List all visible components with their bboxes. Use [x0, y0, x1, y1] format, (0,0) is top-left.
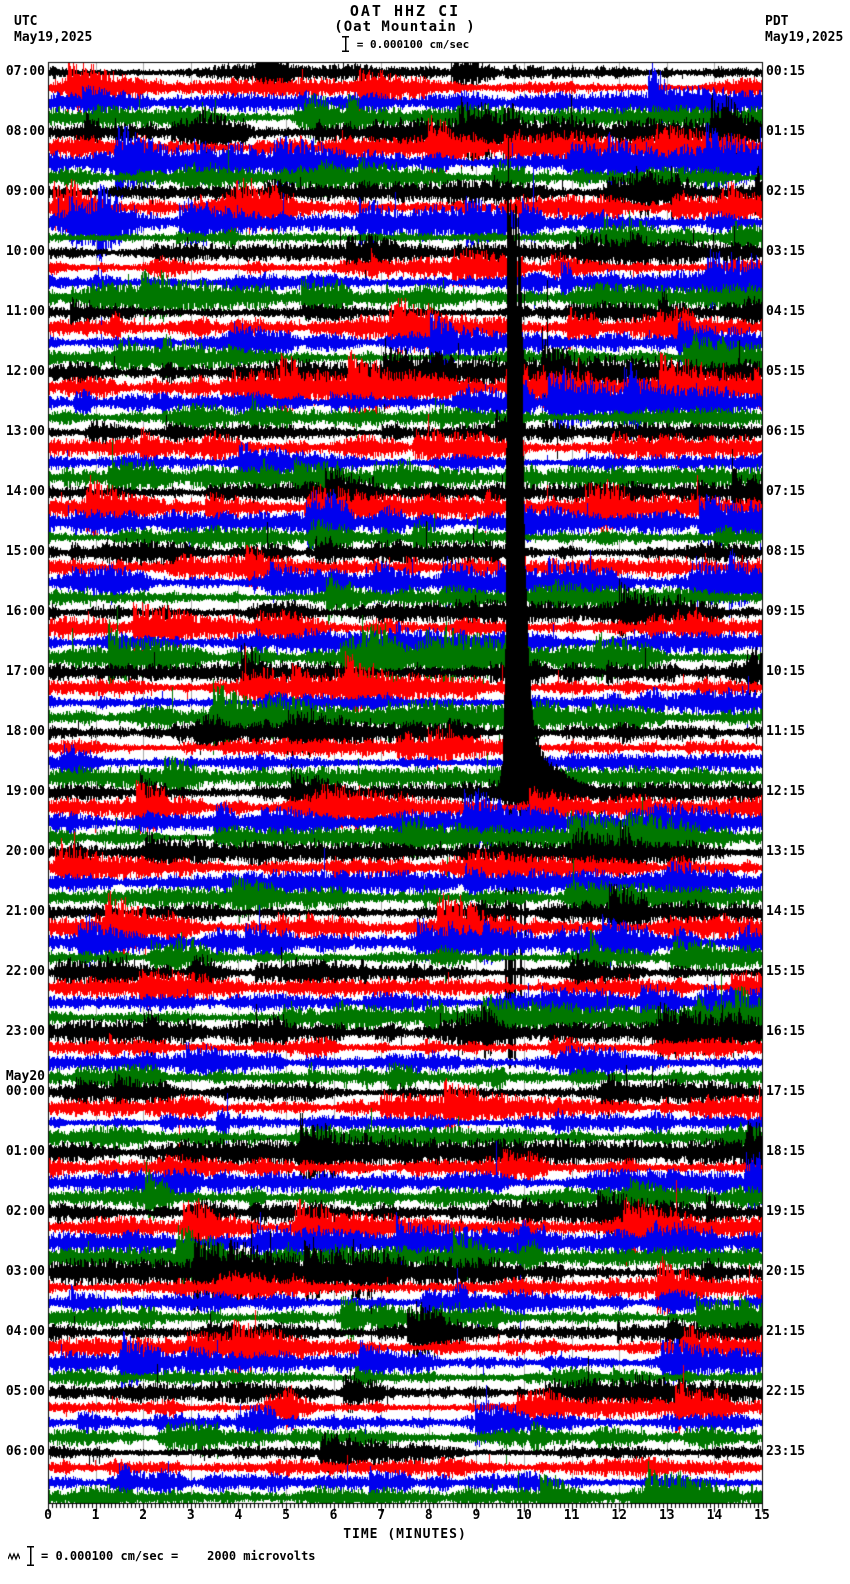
pdt-hour-label: 23:15	[766, 1444, 806, 1459]
page-subtitle: (Oat Mountain )	[334, 19, 476, 35]
x-tick-label: 12	[611, 1508, 628, 1523]
pdt-hour-label: 07:15	[766, 484, 806, 499]
pdt-hour-label: 16:15	[766, 1024, 806, 1039]
date-rollover-label: May20	[5, 1069, 45, 1084]
utc-hour-label: 16:00	[5, 604, 45, 619]
pdt-hour-label: 14:15	[766, 904, 806, 919]
pdt-hour-label: 15:15	[766, 964, 806, 979]
right-timezone-block	[765, 14, 843, 46]
x-tick-label: 6	[329, 1508, 338, 1523]
pdt-hour-label: 11:15	[766, 724, 806, 739]
utc-hour-label: 15:00	[5, 544, 45, 559]
utc-hour-label: 14:00	[5, 484, 45, 499]
x-tick-label: 13	[658, 1508, 675, 1523]
utc-hour-label: 05:00	[5, 1384, 45, 1399]
utc-hour-label: 04:00	[5, 1324, 45, 1339]
x-tick-label: 1	[91, 1508, 100, 1523]
utc-hour-label: 03:00	[5, 1264, 45, 1279]
pdt-hour-label: 18:15	[766, 1144, 806, 1159]
utc-hour-label: 08:00	[5, 124, 45, 139]
scale-bar-icon	[26, 1546, 35, 1566]
utc-hour-label: 02:00	[5, 1204, 45, 1219]
x-tick-label: 11	[563, 1508, 580, 1523]
utc-hour-label: 01:00	[5, 1144, 45, 1159]
utc-hour-label: 07:00	[5, 64, 45, 79]
x-tick-label: 15	[754, 1508, 770, 1523]
pdt-hour-label: 21:15	[766, 1324, 806, 1339]
scale-legend	[0, 36, 810, 52]
x-tick-label: 2	[139, 1508, 148, 1523]
pdt-hour-label: 03:15	[766, 244, 806, 259]
pdt-hour-label: 02:15	[766, 184, 806, 199]
utc-hour-label: 20:00	[5, 844, 45, 859]
pdt-hour-label: 08:15	[766, 544, 806, 559]
right-timezone: PDT	[765, 14, 789, 29]
pdt-hour-label: 19:15	[766, 1204, 806, 1219]
pdt-hour-label: 09:15	[766, 604, 806, 619]
x-tick-label: 4	[234, 1508, 243, 1523]
right-date: May19,2025	[765, 30, 844, 45]
x-tick-label: 9	[472, 1508, 481, 1523]
x-tick-label: 3	[186, 1508, 195, 1523]
x-tick-label: 7	[377, 1508, 386, 1523]
utc-hour-label: 22:00	[5, 964, 45, 979]
left-timezone-block	[14, 14, 92, 46]
utc-hour-label: 18:00	[5, 724, 45, 739]
pdt-hour-label: 10:15	[766, 664, 806, 679]
utc-hour-label: 06:00	[5, 1444, 45, 1459]
pdt-hour-label: 06:15	[766, 424, 806, 439]
x-tick-label: 8	[424, 1508, 433, 1523]
pdt-hour-label: 05:15	[766, 364, 806, 379]
pdt-hour-label: 12:15	[766, 784, 806, 799]
utc-hour-label: 12:00	[5, 364, 45, 379]
scale-legend-text: = 0.000100 cm/sec	[356, 37, 470, 51]
utc-hour-label: 19:00	[5, 784, 45, 799]
utc-hour-label: 10:00	[5, 244, 45, 259]
pdt-hour-label: 13:15	[766, 844, 806, 859]
x-tick-label: 0	[44, 1508, 52, 1523]
pdt-hour-label: 01:15	[766, 124, 806, 139]
x-tick-label: 5	[282, 1508, 290, 1523]
left-date: May19,2025	[14, 30, 93, 45]
x-axis-title: TIME (MINUTES)	[343, 1527, 467, 1542]
footer-scale-text: = 0.000100 cm/sec = 2000 microvolts	[41, 1549, 316, 1563]
utc-hour-label: 21:00	[5, 904, 45, 919]
x-tick-label: 10	[516, 1508, 532, 1523]
utc-hour-label: 17:00	[5, 664, 45, 679]
left-timezone: UTC	[14, 14, 38, 29]
pdt-hour-label: 20:15	[766, 1264, 806, 1279]
x-tick-label: 14	[706, 1508, 723, 1523]
utc-hour-label: 23:00	[5, 1024, 45, 1039]
utc-hour-label: 11:00	[5, 304, 45, 319]
utc-hour-label: 13:00	[5, 424, 45, 439]
scale-bar-icon	[341, 36, 350, 52]
utc-hour-label: 09:00	[5, 184, 45, 199]
pdt-hour-label: 22:15	[766, 1384, 806, 1399]
pdt-hour-label: 17:15	[766, 1084, 806, 1099]
wiggle-icon	[8, 1552, 20, 1561]
pdt-hour-label: 00:15	[766, 64, 806, 79]
page-title: OAT HHZ CI	[349, 2, 461, 20]
pdt-hour-label: 04:15	[766, 304, 806, 319]
utc-hour-label: 00:00	[5, 1084, 45, 1099]
footer-scale-note	[8, 1546, 316, 1566]
